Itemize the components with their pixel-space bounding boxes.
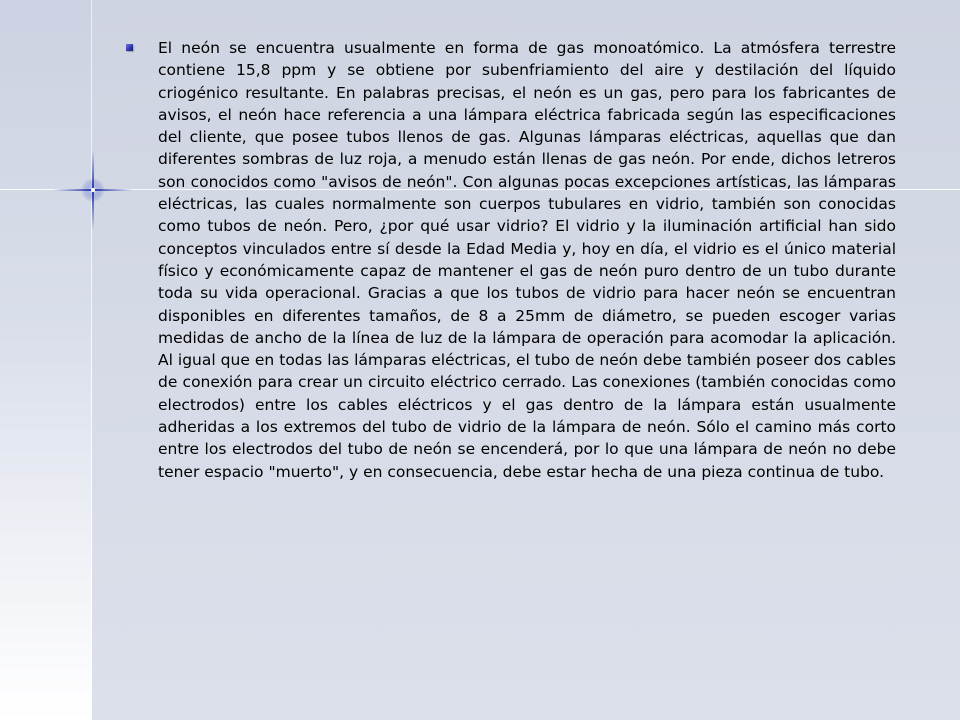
bullet-paragraph: El neón se encuentra usualmente en forma de gas monoatómico. La atmósfera terrestre contiene 15,8 ppm y se obtiene por subenfriamiento del aire y destilación del líquido criogénico resultante. En palabras precisas, el neón es un gas, pero para los fabricantes de avisos, el neón hace referencia a una lámpara eléctrica fabricada según las especificaciones del cliente, que posee tubos llenos de gas. Algunas lámparas eléctricas, aquellas que dan diferentes sombras de luz roja, a menudo están llenas de gas neón. Por ende, dichos letreros son conocidos como "avisos de neón". Con algunas pocas excepciones artísticas, las lámparas eléctricas, las cuales normalmente son cuerpos tubulares en vidrio, también son conocidas como tubos de neón. Pero, ¿por qué usar vidrio? El vidrio y la iluminación artificial han sido conceptos vinculados entre sí desde la Edad Media y, hoy en día, el vidrio es el único material físico y económicamente capaz de mantener el gas de neón puro dentro de un tubo durante toda su vida operacional. Gracias a que los tubos de vidrio para hacer neón se encuentran disponibles en diferentes tamaños, de 8 a 25mm de diámetro, se pueden escoger varias medidas de ancho de la línea de luz de la lámpara de operación para acomodar la aplicación. Al igual que en todas las lámparas eléctricas, el tubo de neón debe también poseer dos cables de conexión para crear un circuito eléctrico cerrado. Las conexiones (también conocidas como electrodos) entre los cables eléctricos y el gas dentro de la lámpara están usualmente adheridas a los extremos del tubo de vidrio de la lámpara de neón. Sólo el camino más corto entre los electrodos del tubo de neón se encenderá, por lo que una lámpara de neón no debe tener espacio "muerto", y en consecuencia, debe estar hecha de una pieza continua de tubo. [158,39,896,481]
square-bullet-icon [126,44,133,51]
bullet-list [126,37,896,483]
sparkle-star-icon [53,150,133,230]
left-gradient-band [0,0,92,720]
vertical-divider-line [91,0,92,720]
